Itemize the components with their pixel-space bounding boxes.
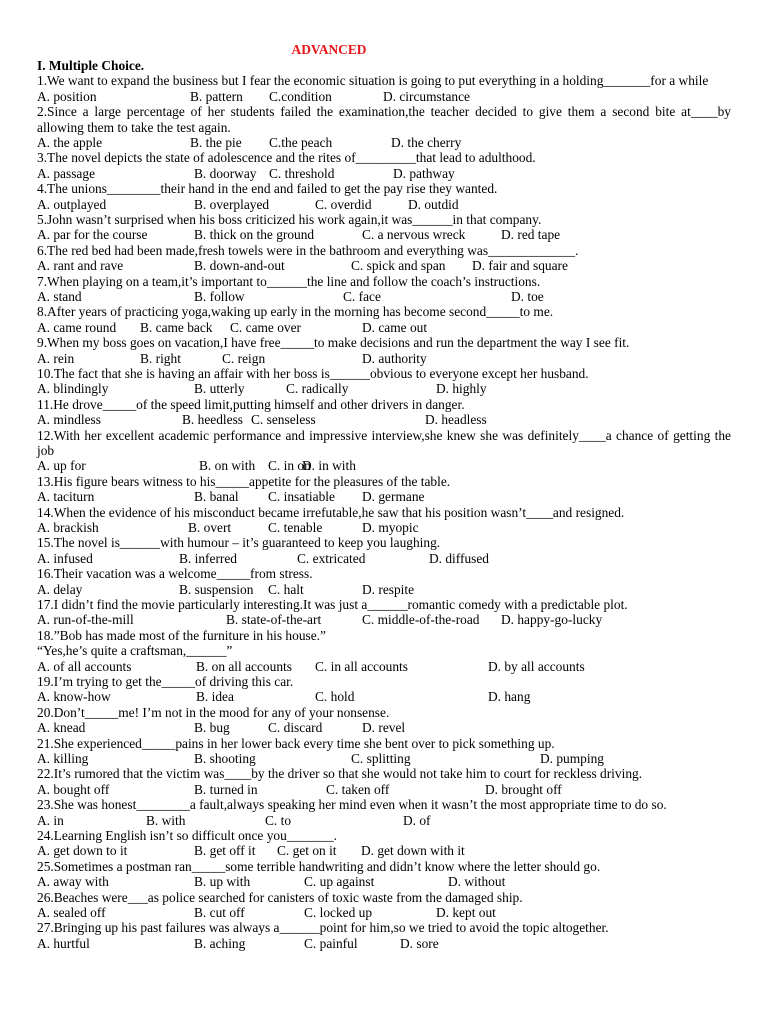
answer-option: A. bought off (37, 781, 110, 797)
answer-option: A. in (37, 812, 64, 828)
answer-option: C. halt (268, 581, 304, 597)
answer-options (37, 381, 731, 396)
answer-option: C. spick and span (351, 258, 446, 274)
question-text: 15.The novel is______with humour – it’s guaranteed to keep you laughing. (37, 535, 441, 551)
answer-option: D. diffused (429, 550, 490, 566)
answer-option: B. suspension (179, 581, 254, 597)
answer-option: C.the peach (269, 135, 333, 150)
answer-option: D. red tape (501, 227, 561, 243)
answer-option: A. knead (37, 720, 86, 736)
answer-option: C. to (265, 812, 292, 828)
answer-option: A. of all accounts (37, 658, 132, 674)
worksheet (37, 42, 731, 951)
answer-option: D. respite (362, 581, 415, 597)
answer-option: B. shooting (194, 750, 256, 766)
question-text: 23.She was honest________a fault,always speaking her mind even when it wasn’t the most appropriate time to do so. (37, 797, 667, 813)
question-text: 25.Sometimes a postman ran_____some terrible handwriting and didn’t know where the letter should go. (37, 858, 601, 874)
answer-option: B. idea (196, 689, 234, 705)
answer-option: D. of (403, 812, 431, 828)
answer-options (37, 612, 731, 627)
answer-options (37, 227, 731, 242)
answer-option: B. turned in (194, 781, 258, 797)
answer-option: D. kept out (436, 904, 496, 920)
answer-options (37, 813, 731, 828)
answer-option: A. rant and rave (37, 258, 124, 274)
answer-option: B. heedless (182, 412, 243, 428)
answer-option: D. by all accounts (488, 658, 585, 674)
answer-options (37, 720, 731, 735)
answer-option: C. tenable (268, 519, 323, 535)
answer-options (37, 874, 731, 889)
answer-option: A. position (37, 88, 97, 104)
answer-options (37, 197, 731, 212)
answer-option: C. discard (268, 720, 323, 736)
answer-options (37, 89, 731, 104)
question-text: 16.Their vacation was a welcome_____from stress. (37, 566, 313, 582)
answer-option: B. cut off (194, 904, 245, 920)
answer-option: C. senseless (251, 412, 316, 428)
answer-option: D. in with (302, 458, 356, 474)
answer-options (37, 689, 731, 704)
question-text: 12.With her excellent academic performance and impressive interview,she knew she was definitely____a chance of getting the job (37, 427, 731, 458)
answer-option: A. outplayed (37, 196, 107, 212)
answer-option: D. came out (362, 319, 428, 335)
question-text: 8.After years of practicing yoga,waking up early in the morning has become second_____to me. (37, 304, 554, 320)
answer-option: A. killing (37, 750, 89, 766)
answer-option: C. get on it (277, 843, 337, 859)
answer-option: A. brackish (37, 519, 99, 535)
answer-option: C. middle-of-the-road (362, 612, 480, 628)
answer-options (37, 936, 731, 951)
answer-option: C. painful (304, 935, 358, 951)
answer-options (37, 489, 731, 504)
answer-option: A. infused (37, 550, 93, 566)
answer-options (37, 320, 731, 335)
answer-option: D. toe (511, 288, 544, 304)
section-heading: I. Multiple Choice. (37, 58, 145, 73)
answer-option: A. passage (37, 165, 96, 181)
answer-option: B. with (146, 812, 186, 828)
answer-option: B. follow (194, 288, 245, 304)
answer-option: B. state-of-the-art (226, 612, 322, 628)
answer-option: B. inferred (179, 550, 238, 566)
answer-option: A. taciturn (37, 489, 95, 505)
answer-option: B. overplayed (194, 196, 270, 212)
answer-option: D. happy-go-lucky (501, 612, 603, 628)
answer-option: A. know-how (37, 689, 111, 705)
answer-option: B. up with (194, 874, 251, 890)
answer-option: B. down-and-out (194, 258, 285, 274)
answer-option: D. fair and square (472, 258, 568, 274)
answer-option: D. revel (362, 720, 406, 736)
answer-options (37, 351, 731, 366)
question-text: 2.Since a large percentage of her students failed the examination,the teacher decided to give them a second bite at____by allowing them to take the test again. (37, 104, 731, 135)
question-text: 17.I didn’t find the movie particularly interesting.It was just a______romantic comedy with a predictable plot. (37, 596, 628, 612)
question-text: 10.The fact that she is having an affair with her boss is______obvious to everyone except her husband. (37, 365, 589, 381)
answer-option: B. thick on the ground (194, 227, 315, 243)
answer-option: C. reign (222, 350, 266, 366)
question-text: 11.He drove_____of the speed limit,putting himself and other drivers in danger. (37, 396, 465, 412)
answer-options (37, 843, 731, 858)
question-text: 22.It’s rumored that the victim was____by the driver so that she would not take him to court for reckless driving. (37, 766, 643, 782)
answer-option: C. splitting (351, 750, 411, 766)
question-text: 5.John wasn’t surprised when his boss criticized his work again,it was______in that company. (37, 211, 542, 227)
answer-option: A. sealed off (37, 904, 106, 920)
answer-options (37, 412, 731, 427)
question-text: 18.”Bob has made most of the furniture in his house.” (37, 627, 326, 643)
question-text: 9.When my boss goes on vacation,I have free_____to make decisions and run the department the way I see fit. (37, 335, 630, 351)
answer-option: B. bug (194, 720, 230, 736)
answer-option: D. headless (425, 412, 487, 428)
answer-option: C. locked up (304, 904, 373, 920)
answer-option: D. outdid (408, 196, 459, 212)
question-text: 6.The red bed had been made,fresh towels were in the bathroom and everything was_____________. (37, 242, 579, 258)
answer-option: B. banal (194, 489, 239, 505)
answer-option: A. came round (37, 319, 117, 335)
answer-option: C. face (343, 288, 381, 304)
question-text: 26.Beaches were___as police searched for canisters of toxic waste from the damaged ship. (37, 889, 523, 905)
answer-options (37, 659, 731, 674)
answer-option: B. doorway (194, 165, 257, 181)
answer-option: C. overdid (315, 196, 372, 212)
answer-option: B. on all accounts (196, 658, 292, 674)
answer-option: D. germane (362, 489, 425, 505)
answer-options (37, 135, 731, 150)
page-title: ADVANCED (291, 42, 367, 57)
answer-option: A. mindless (37, 412, 101, 428)
answer-option: A. blindingly (37, 381, 109, 397)
answer-options (37, 520, 731, 535)
answer-option: A. run-of-the-mill (37, 612, 134, 628)
answer-options (37, 289, 731, 304)
question-text: 1.We want to expand the business but I fear the economic situation is going to put everything in a holding_______for a while (37, 73, 709, 89)
answer-option: C. a nervous wreck (362, 227, 466, 243)
answer-option: D. brought off (485, 781, 562, 797)
answer-options (37, 166, 731, 181)
answer-option: D. hang (488, 689, 531, 705)
question-text: 3.The novel depicts the state of adolescence and the rites of_________that lead to adulthood. (37, 150, 536, 166)
answer-options (37, 258, 731, 273)
question-dialogue-line: “Yes,he’s quite a craftsman,______” (37, 643, 233, 659)
answer-option: D. without (448, 874, 506, 890)
answer-option: A. rein (37, 350, 75, 366)
answer-option: D. myopic (362, 519, 419, 535)
answer-options (37, 458, 731, 473)
question-text: 13.His figure bears witness to his_____appetite for the pleasures of the table. (37, 473, 451, 489)
answer-option: C. hold (315, 689, 355, 705)
question-text: 14.When the evidence of his misconduct became irrefutable,he saw that his position wasn’t____and resigned. (37, 504, 625, 520)
answer-options (37, 551, 731, 566)
question-text: 20.Don’t_____me! I’m not in the mood for any of your nonsense. (37, 704, 390, 720)
answer-options (37, 751, 731, 766)
answer-option: A. the apple (37, 135, 103, 150)
answer-options (37, 582, 731, 597)
answer-option: A. up for (37, 458, 86, 474)
answer-option: A. delay (37, 581, 83, 597)
answer-option: A. away with (37, 874, 109, 890)
answer-options (37, 782, 731, 797)
answer-option: C. threshold (269, 165, 335, 181)
answer-option: D. get down with it (361, 843, 465, 859)
answer-option: B. right (140, 350, 181, 366)
answer-option: C. in all accounts (315, 658, 408, 674)
answer-option: D. highly (436, 381, 487, 397)
question-list (37, 73, 731, 951)
question-text: 7.When playing on a team,it’s important to______the line and follow the coach’s instructions. (37, 273, 541, 289)
answer-option: D. sore (400, 935, 439, 951)
answer-option: C. insatiable (268, 489, 335, 505)
answer-option: C.condition (269, 88, 332, 104)
answer-option: B. came back (140, 319, 213, 335)
question-text: 4.The unions________their hand in the end and failed to get the pay rise they wanted. (37, 181, 498, 197)
answer-option: B. get off it (194, 843, 256, 859)
answer-option: A. hurtful (37, 935, 90, 951)
answer-option: B. aching (194, 935, 246, 951)
answer-options (37, 905, 731, 920)
answer-option: C. up against (304, 874, 375, 890)
answer-option: A. get down to it (37, 843, 128, 859)
answer-option: B. the pie (190, 135, 242, 150)
answer-option: B. on with (199, 458, 256, 474)
answer-option: D. circumstance (383, 88, 470, 104)
answer-option: D. pathway (393, 165, 455, 181)
answer-option: D. the cherry (391, 135, 462, 150)
answer-option: B. utterly (194, 381, 245, 397)
answer-option: B. pattern (190, 88, 243, 104)
question-text: 21.She experienced_____pains in her lower back every time she bent over to pick something up. (37, 735, 555, 751)
question-text: 19.I’m trying to get the_____of driving this car. (37, 673, 294, 689)
answer-option: A. par for the course (37, 227, 148, 243)
answer-option: D. authority (362, 350, 427, 366)
answer-option: A. stand (37, 288, 82, 304)
answer-option: D. pumping (540, 750, 604, 766)
question-text: 27.Bringing up his past failures was always a______point for him,so we tried to avoid the topic altogether. (37, 920, 609, 936)
answer-option: C. radically (286, 381, 349, 397)
question-text: 24.Learning English isn’t so difficult once you_______. (37, 827, 338, 843)
answer-option: C. came over (230, 319, 302, 335)
answer-option: C. in on (268, 458, 311, 474)
answer-option: C. extricated (297, 550, 366, 566)
answer-option: B. overt (188, 519, 232, 535)
answer-option: C. taken off (326, 781, 390, 797)
